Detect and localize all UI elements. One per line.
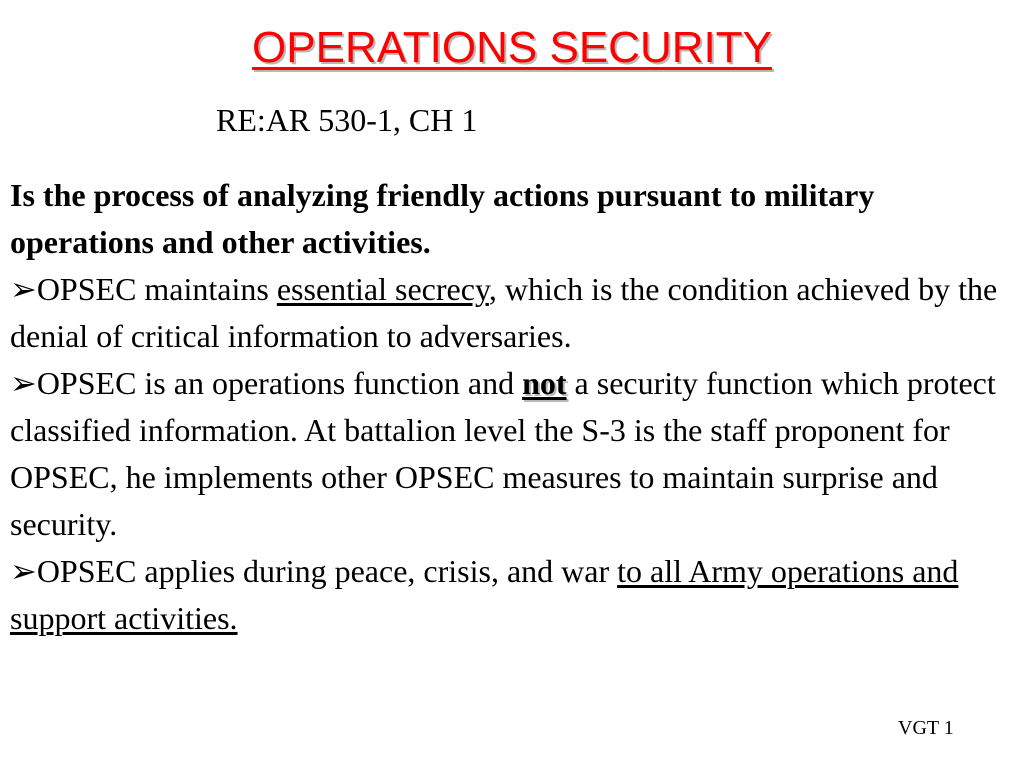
arrow-bullet-icon: ➢ bbox=[10, 271, 37, 307]
bullet-item-essential-secrecy bbox=[10, 266, 1018, 360]
bullet-text: OPSEC is an operations function and bbox=[36, 365, 523, 401]
bullet-item-applies-during bbox=[10, 548, 1018, 642]
bullet-underlined-text: to all Army operations and support activities. bbox=[10, 553, 959, 636]
bullet-text: OPSEC maintains bbox=[36, 271, 277, 307]
arrow-bullet-icon: ➢ bbox=[10, 553, 37, 589]
bullet-underlined-text: essential secrecy bbox=[276, 271, 489, 307]
slide-subtitle: RE:AR 530-1, CH 1 bbox=[216, 102, 478, 138]
bullet-item-operations-function bbox=[10, 360, 1018, 548]
bullet-text: OPSEC applies during peace, crisis, and war bbox=[36, 553, 618, 589]
bullet-text: a security function which protect classified information. At battalion level the S-3 is the staff proponent for OPSEC, he implements other OPSEC measures to maintain surprise and security. bbox=[10, 365, 996, 542]
slide-footer: VGT 1 bbox=[898, 717, 954, 739]
slide-title: OPERATIONS SECURITY bbox=[252, 23, 772, 72]
slide-body bbox=[10, 172, 1018, 642]
bullet-emphasis-text: not bbox=[522, 365, 567, 401]
intro-paragraph: Is the process of analyzing friendly actions pursuant to military operations and other activities. bbox=[10, 177, 875, 260]
arrow-bullet-icon: ➢ bbox=[10, 365, 37, 401]
bullet-text: , which is the condition achieved by the denial of critical information to adversaries. bbox=[10, 271, 998, 354]
